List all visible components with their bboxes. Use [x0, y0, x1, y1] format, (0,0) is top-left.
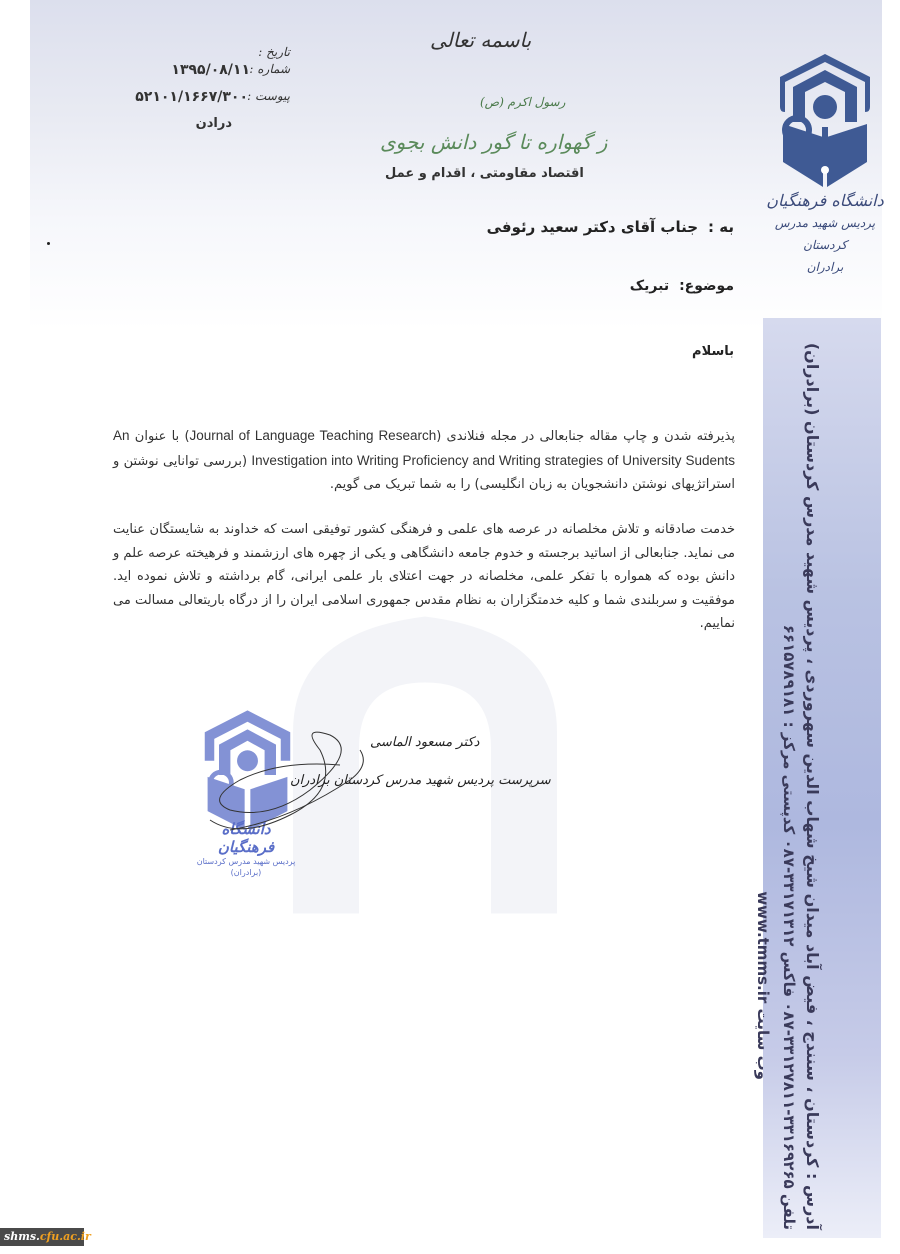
logo-caption: [765, 190, 885, 278]
motto: ز گهواره تا گور دانش بجوی: [380, 130, 608, 154]
subject-value: تبریک: [629, 278, 670, 294]
seal-line-1: دانشگاه فرهنگیان: [217, 820, 275, 856]
logo-campus-branch: برادران: [806, 260, 844, 274]
recipient-line: [487, 218, 734, 236]
signatory-title: سرپرست پردیس شهید مدرس کردستان برادران: [290, 773, 551, 788]
scan-speck: [47, 242, 50, 245]
number-label: شماره :: [249, 62, 290, 76]
address-line: آدرس : کردستان ، سنندج ، فیض آباد میدان شیخ شهاب الدین سهروردی ، پردیس شهید مدرس کردستان (برادران): [803, 342, 822, 1230]
logo-university-name: دانشگاه فرهنگیان: [766, 191, 884, 210]
badge-part-2: cfu.ac.ir: [39, 1230, 91, 1243]
basmala: باسمه تعالی: [430, 28, 532, 52]
article-title: An Investigation into Writing Proficiency and Writing strategies of University Sudents: [113, 428, 735, 468]
signatory-name: دکتر مسعود الماسی: [370, 735, 480, 750]
subject-line: [630, 278, 734, 294]
university-emblem-icon: [775, 52, 875, 192]
body-paragraph-2: خدمت صادقانه و تلاش مخلصانه در عرصه های علمی و فرهنگی کشور توفیقی است که خداوند به شایستگان عنایت می نماید. جنابعالی از اساتید برجسته و خدوم جامعه دانشگاهی و یکی از چهره های ارزشمند و فرهیخته عرصه علم و دانش بوده که همواره با تفکر علمی، مخلصانه در جهت اعتلای بار علمی ایرانی، گام برداشته و تلاش نموده اید. موفقیت و سربلندی شما و کلیه خدمتگزاران به نظام مقدس جمهوری اسلامی ایران را از درگاه باریتعالی مسالت می نماییم.: [113, 522, 735, 631]
attachment-label: پیوست :: [247, 89, 290, 103]
slogan: اقتصاد مقاومتی ، اقدام و عمل: [385, 166, 584, 181]
badge-part-1: shms.: [4, 1230, 40, 1243]
letter-meta: [120, 45, 290, 143]
paragraph1-closing: (بررسی توانایی نوشتن و استراتژیهای نوشتن دانشجویان به زبان انگلیسی) را به شما تبریک می گویم.: [113, 453, 735, 492]
website-line: وب سایت www.tmms.ir: [754, 891, 772, 1080]
number-row: [120, 62, 290, 89]
attachment-value-row: [120, 116, 290, 143]
date-value: ۱۳۹۵/۰۸/۱۱: [171, 62, 250, 78]
site-watermark-badge: [0, 1228, 91, 1246]
recipient-name: جناب آقای دکتر سعید رئوفی: [486, 218, 699, 236]
subject-label: موضوع:: [679, 278, 734, 294]
phone-line: تلفن ۳۳۱۶۹۲۶۵-۳۳۱۲۷۸۱۱-۰۸۷ فاکس ۳۳۱۷۱۳۱۲-۰۸۷ کدپستی مرکز : ۶۶۱۵۷۸۹۱۸۱: [780, 624, 798, 1230]
recipient-label: به :: [708, 218, 734, 236]
motto-attribution: رسول اکرم (ص): [480, 95, 566, 109]
seal-line-2: پردیس شهید مدرس کردستان: [196, 857, 296, 866]
number-value: ۵۲۱۰۱/۱۶۶۷/۳۰۰: [135, 89, 248, 105]
date-label: تاریخ :: [258, 45, 290, 59]
logo-campus-name: پردیس شهید مدرس کردستان: [774, 216, 876, 252]
paragraph1-intro: پذیرفته شدن و چاپ مقاله جنابعالی در مجله فنلاندی (: [436, 429, 735, 444]
attachment-row: [120, 89, 290, 116]
journal-name: Journal of Language Teaching Research: [189, 428, 437, 443]
seal-line-3: (برادران): [230, 868, 262, 877]
body-paragraph-1: [113, 424, 735, 497]
greeting: باسلام: [692, 344, 734, 359]
attachment-value: ندارد: [195, 116, 232, 131]
paragraph1-connector: ) با عنوان: [129, 429, 190, 444]
